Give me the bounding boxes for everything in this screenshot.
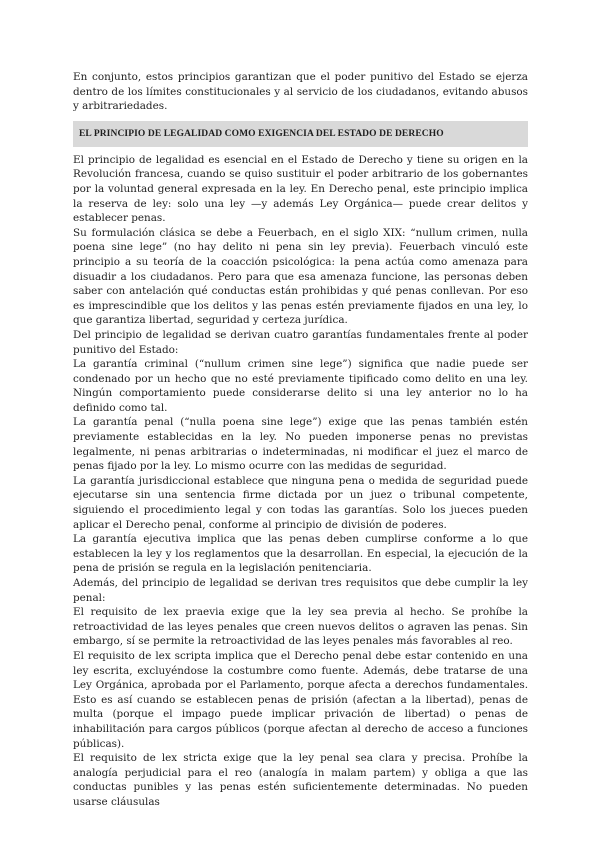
intro-paragraph: En conjunto, estos principios garantizan que el poder punitivo del Estado se ejerza dentro de los límites constitucionales y al servicio de los ciudadanos, evitando abusos y arbitrariedades. [73,71,528,113]
paragraph-four-guarantees-intro: Del principio de legalidad se derivan cuatro garantías fundamentales frente al poder punitivo del Estado: [73,328,528,356]
section-heading: EL PRINCIPIO DE LEGALIDAD COMO EXIGENCIA DEL ESTADO DE DERECHO [73,121,528,147]
paragraph-executive-guarantee: La garantía ejecutiva implica que las penas deben cumplirse conforme a lo que establecen la ley y los reglamentos que la desarrollan. En especial, la ejecución de la pena de prisión se regula en la legislación penitenciaria. [73,533,528,575]
paragraph-lex-stricta: El requisito de lex stricta exige que la ley penal sea clara y precisa. Prohíbe la analogía perjudicial para el reo (analogía in malam partem) y obliga a que las conductas punibles y las penas estén suficientemente determinadas. No pueden usarse cláusulas [73,752,528,808]
paragraph-three-requirements-intro: Además, del principio de legalidad se derivan tres requisitos que debe cumplir la ley penal: [73,577,528,604]
paragraph-feuerbach: Su formulación clásica se debe a Feuerbach, en el siglo XIX: “nullum crimen, nulla poena sine lege” (no hay delito ni pena sin ley previa). Feuerbach vinculó este principio a su teoría de la coacción psicológica: la pena actúa como amenaza para disuadir a los ciudadanos. Pero para que esa amenaza funcione, las personas deben saber con antelación qué conductas están prohibidas y qué penas conllevan. Por eso es imprescindible que los delitos y las penas estén previamente fijados en una ley, lo que garantiza libertad, seguridad y certeza jurídica. [73,226,528,327]
paragraph-jurisdictional-guarantee: La garantía jurisdiccional establece que ninguna pena o medida de seguridad puede ejecutarse sin una sentencia firme dictada por un juez o tribunal competente, siguiendo el procedimiento legal y con todas las garantías. Solo los jueces pueden aplicar el Derecho penal, conforme al principio de división de poderes. [73,474,528,531]
paragraph-legality-origin: El principio de legalidad es esencial en el Estado de Derecho y tiene su origen en la Revolución francesa, cuando se quiso sustituir el poder arbitrario de los gobernantes por la voluntad general expresada en la ley. En Derecho penal, este principio implica la reserva de ley: solo una ley —y además Ley Orgánica— puede crear delitos y establecer penas. [73,153,528,225]
document-page [73,70,528,810]
paragraph-penal-guarantee: La garantía penal (“nulla poena sine lege”) exige que las penas también estén previamente establecidas en la ley. No pueden imponerse penas no previstas legalmente, ni penas arbitrarias o indeterminadas, ni modificar el juez el marco de penas fijado por la ley. Lo mismo ocurre con las medidas de seguridad. [73,416,528,473]
paragraph-lex-praevia: El requisito de lex praevia exige que la ley sea previa al hecho. Se prohíbe la retroactividad de las leyes penales que creen nuevos delitos o agraven las penas. Sin embargo, sí se permite la retroactividad de las leyes penales más favorables al reo. [73,606,528,648]
paragraph-criminal-guarantee: La garantía criminal (“nullum crimen sine lege”) significa que nadie puede ser condenado por un hecho que no esté previamente tipificado como delito en una ley. Ningún comportamiento puede considerarse delito si una ley anterior no lo ha definido como tal. [73,358,528,414]
paragraph-lex-scripta: El requisito de lex scripta implica que el Derecho penal debe estar contenido en una ley escrita, excluyéndose la costumbre como fuente. Además, debe tratarse de una Ley Orgánica, aprobada por el Parlamento, porque afecta a derechos fundamentales. Esto es así cuando se establecen penas de prisión (afectan a la libertad), penas de multa (porque el impago puede implicar privación de libertad) o penas de inhabilitación para cargos públicos (porque afectan al derecho de acceso a funciones públicas). [73,649,528,750]
